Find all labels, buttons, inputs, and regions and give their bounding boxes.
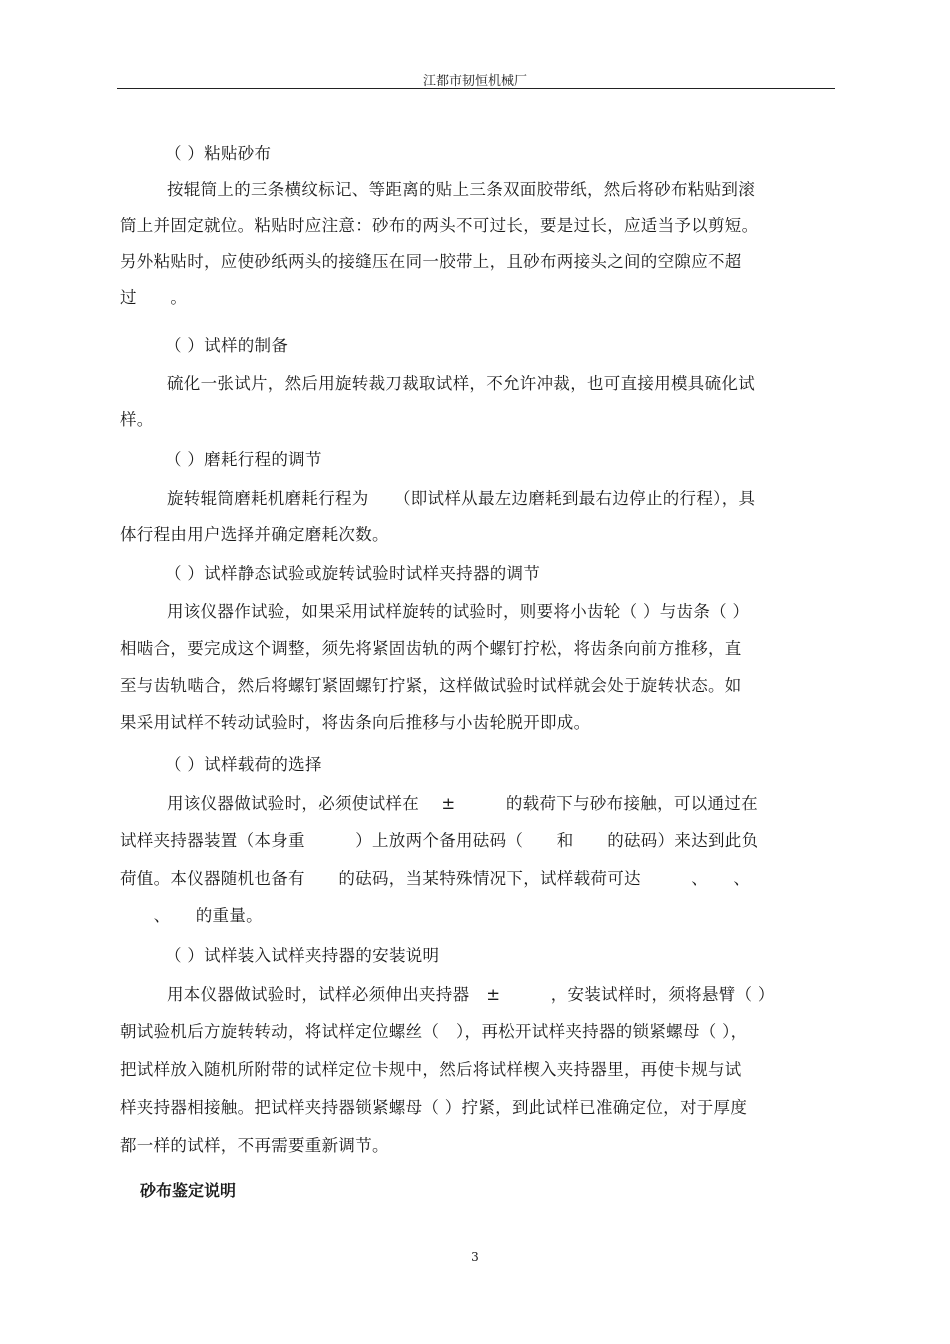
paragraph-line: 用该仪器作试验，如果采用试样旋转的试验时，则要将小齿轮（ ）与齿条（ ） bbox=[167, 602, 750, 621]
paragraph-line: 筒上并固定就位。粘贴时应注意：砂布的两头不可过长，要是过长，应适当予以剪短。 bbox=[120, 216, 759, 235]
paragraph-line: 用本仪器做试验时，试样必须伸出夹持器 ± ，安装试样时，须将悬臂（ ） bbox=[167, 985, 775, 1004]
page-number: 3 bbox=[471, 1250, 479, 1264]
paragraph-line: 相啮合，要完成这个调整，须先将紧固齿轨的两个螺钉拧松，将齿条向前方推移，直 bbox=[120, 639, 742, 658]
section-heading-sample-preparation: （ ）试样的制备 bbox=[165, 336, 289, 355]
paragraph-line: 另外粘贴时，应使砂纸两头的接缝压在同一胶带上，且砂布两接头之间的空隙应不超 bbox=[120, 252, 742, 271]
paragraph-line: 荷值。本仪器随机也备有 的砝码，当某特殊情况下，试样载荷可达 、 、 bbox=[120, 869, 751, 888]
page-header-title: 江都市韧恒机械厂 bbox=[422, 74, 527, 89]
paragraph-line: 体行程由用户选择并确定磨耗次数。 bbox=[120, 525, 389, 544]
paragraph-line: 用该仪器做试验时，必须使试样在 ± 的载荷下与砂布接触，可以通过在 bbox=[167, 794, 758, 813]
paragraph-line: 、 的重量。 bbox=[120, 906, 263, 925]
section-title-sandcloth-identification: 砂布鉴定说明 bbox=[140, 1181, 237, 1200]
paragraph-line: 旋转辊筒磨耗机磨耗行程为 （即试样从最左边磨耗到最右边停止的行程），具 bbox=[167, 489, 756, 508]
paragraph-line: 朝试验机后方旋转转动，将试样定位螺丝（ ），再松开试样夹持器的锁紧螺母（ ）， bbox=[120, 1022, 748, 1041]
section-heading-load-selection: （ ）试样载荷的选择 bbox=[165, 755, 322, 774]
section-heading-sample-mounting: （ ）试样装入试样夹持器的安装说明 bbox=[165, 946, 440, 965]
paragraph-line: 试样夹持器装置（本身重 ）上放两个备用砝码（ 和 的砝码）来达到此负 bbox=[120, 831, 759, 850]
section-heading-abrasion-travel: （ ）磨耗行程的调节 bbox=[165, 450, 322, 469]
paragraph-line: 把试样放入随机所附带的试样定位卡规中，然后将试样楔入夹持器里，再使卡规与试 bbox=[120, 1060, 742, 1079]
paragraph-line: 硫化一张试片，然后用旋转裁刀裁取试样，不允许冲裁，也可直接用模具硫化试 bbox=[167, 374, 755, 393]
paragraph-line: 样。 bbox=[120, 410, 154, 429]
paragraph-line: 过 。 bbox=[120, 288, 188, 307]
section-heading-holder-adjustment: （ ）试样静态试验或旋转试验时试样夹持器的调节 bbox=[165, 564, 541, 583]
paragraph-line: 按辊筒上的三条横纹标记、等距离的贴上三条双面胶带纸，然后将砂布粘贴到滚 bbox=[167, 180, 755, 199]
paragraph-line: 都一样的试样，不再需要重新调节。 bbox=[120, 1136, 389, 1155]
section-heading-paste-sandcloth: （ ）粘贴砂布 bbox=[165, 144, 272, 163]
paragraph-line: 样夹持器相接触。把试样夹持器锁紧螺母（ ）拧紧，到此试样已准确定位，对于厚度 bbox=[120, 1098, 748, 1117]
header-divider bbox=[117, 88, 835, 89]
paragraph-line: 至与齿轨啮合，然后将螺钉紧固螺钉拧紧，这样做试验时试样就会处于旋转状态。如 bbox=[120, 676, 742, 695]
paragraph-line: 果采用试样不转动试验时，将齿条向后推移与小齿轮脱开即成。 bbox=[120, 713, 591, 732]
